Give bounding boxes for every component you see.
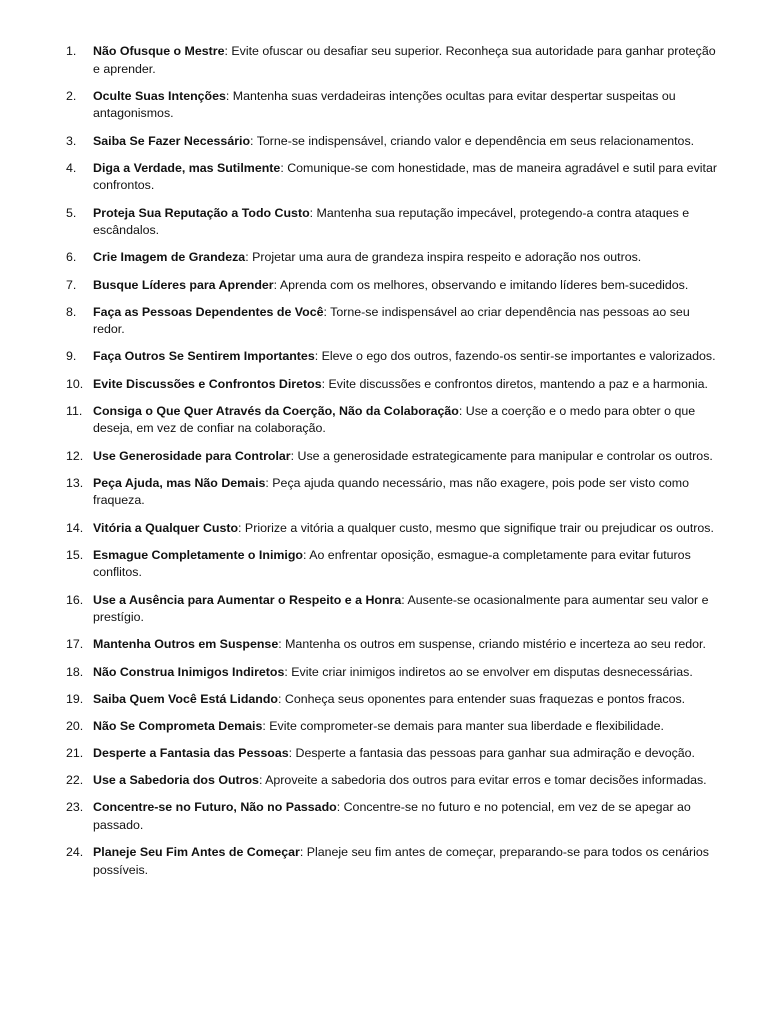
item-title: Vitória a Qualquer Custo	[93, 520, 239, 535]
rules-list	[0, 43, 768, 889]
item-number: 19.	[66, 691, 84, 706]
item-number: 24.	[66, 845, 84, 860]
item-description: : Torne-se indispensável, criando valor e dependência em seus relacionamentos.	[250, 133, 695, 148]
item-description: : Mantenha sua reputação impecável, protegendo-a contra ataques e escândalos.	[93, 205, 690, 238]
item-title: Faça as Pessoas Dependentes de Você	[93, 304, 324, 319]
item-title: Consiga o Que Quer Através da Coerção, Não da Colaboração	[93, 403, 459, 418]
item-description: : Projetar uma aura de grandeza inspira respeito e adoração nos outros.	[245, 250, 642, 265]
item-number: 17.	[66, 637, 84, 652]
item-description: : Eleve o ego dos outros, fazendo-os sentir-se importantes e valorizados.	[314, 349, 716, 364]
item-description: : Priorize a vitória a qualquer custo, mesmo que signifique trair ou prejudicar os outros.	[238, 520, 714, 535]
item-number: 13.	[66, 475, 84, 490]
list-item	[0, 160, 768, 195]
item-description: : Torne-se indispensável ao criar dependência nas pessoas ao seu redor.	[93, 304, 690, 337]
item-number: 14.	[66, 520, 84, 535]
item-description: : Evite discussões e confrontos diretos, mantendo a paz e a harmonia.	[321, 376, 709, 391]
item-description: : Evite comprometer-se demais para manter sua liberdade e flexibilidade.	[262, 718, 664, 733]
list-item	[0, 133, 768, 151]
item-title: Esmague Completamente o Inimigo	[93, 547, 303, 562]
item-title: Não Construa Inimigos Indiretos	[93, 664, 285, 679]
item-number: 10.	[66, 376, 84, 391]
list-item	[0, 592, 768, 627]
item-title: Não Ofusque o Mestre	[93, 44, 225, 58]
item-description: : Aprenda com os melhores, observando e imitando líderes bem-sucedidos.	[273, 277, 689, 292]
item-number: 4.	[66, 160, 77, 175]
item-number: 21.	[66, 746, 84, 761]
item-title: Saiba Se Fazer Necessário	[93, 133, 251, 148]
item-description: : Planeje seu fim antes de começar, preparando-se para todos os cenários possíveis.	[93, 845, 709, 877]
list-item	[0, 277, 768, 295]
item-title: Faça Outros Se Sentirem Importantes	[93, 349, 315, 364]
list-item	[0, 348, 768, 366]
item-description: : Comunique-se com honestidade, mas de maneira agradável e sutil para evitar confrontos.	[93, 160, 717, 193]
item-title: Evite Discussões e Confrontos Diretos	[93, 376, 322, 391]
item-number: 23.	[66, 800, 84, 815]
item-title: Desperte a Fantasia das Pessoas	[93, 746, 289, 761]
item-number: 20.	[66, 718, 84, 733]
item-description: : Evite criar inimigos indiretos ao se envolver em disputas desnecessárias.	[284, 664, 693, 679]
list-item	[0, 520, 768, 538]
list-item	[0, 844, 768, 879]
list-item	[0, 88, 768, 123]
list-item	[0, 448, 768, 466]
item-description: : Peça ajuda quando necessário, mas não exagere, pois pode ser visto como fraqueza.	[93, 475, 690, 508]
item-description: : Ausente-se ocasionalmente para aumentar seu valor e prestígio.	[93, 592, 709, 625]
item-description: : Use a coerção e o medo para obter o que deseja, em vez de confiar na colaboração.	[93, 403, 696, 436]
item-number: 5.	[66, 205, 77, 220]
item-title: Busque Líderes para Aprender	[93, 277, 274, 292]
item-title: Concentre-se no Futuro, Não no Passado	[93, 800, 337, 815]
item-number: 12.	[66, 448, 84, 463]
item-title: Peça Ajuda, mas Não Demais	[93, 475, 266, 490]
item-number: 8.	[66, 304, 77, 319]
list-item	[0, 691, 768, 709]
item-description: : Aproveite a sabedoria dos outros para evitar erros e tomar decisões informadas.	[258, 773, 707, 788]
list-item	[0, 376, 768, 394]
item-number: 18.	[66, 664, 84, 679]
item-description: : Mantenha suas verdadeiras intenções ocultas para evitar despertar suspeitas ou antagonismos.	[93, 88, 676, 121]
item-description: : Concentre-se no futuro e no potencial, em vez de se apegar ao passado.	[93, 800, 691, 833]
item-title: Oculte Suas Intenções	[93, 88, 226, 103]
list-item	[0, 547, 768, 582]
item-title: Saiba Quem Você Está Lidando	[93, 691, 278, 706]
item-description: : Ao enfrentar oposição, esmague-a completamente para evitar futuros conflitos.	[93, 547, 691, 580]
item-number: 11.	[66, 403, 83, 418]
item-title: Mantenha Outros em Suspense	[93, 637, 279, 652]
item-number: 15.	[66, 547, 84, 562]
item-description: : Desperte a fantasia das pessoas para ganhar sua admiração e devoção.	[288, 746, 696, 761]
item-description: : Use a generosidade estrategicamente para manipular e controlar os outros.	[290, 448, 713, 463]
list-item	[0, 403, 768, 438]
list-item	[0, 664, 768, 682]
list-item	[0, 636, 768, 654]
list-item	[0, 304, 768, 339]
list-item	[0, 249, 768, 267]
list-item	[0, 799, 768, 834]
list-item	[0, 745, 768, 763]
item-title: Use a Ausência para Aumentar o Respeito e a Honra	[93, 592, 402, 607]
item-number: 1.	[66, 44, 77, 58]
item-number: 16.	[66, 592, 84, 607]
list-item	[0, 205, 768, 240]
item-description: : Mantenha os outros em suspense, criando mistério e incerteza ao seu redor.	[278, 637, 706, 652]
item-number: 3.	[66, 133, 77, 148]
item-title: Diga a Verdade, mas Sutilmente	[93, 160, 281, 175]
item-description: : Evite ofuscar ou desafiar seu superior. Reconheça sua autoridade para ganhar proteção e aprender.	[93, 44, 716, 76]
list-item	[0, 475, 768, 510]
item-number: 6.	[66, 250, 77, 265]
item-title: Use a Sabedoria dos Outros	[93, 773, 259, 788]
item-description: : Conheça seus oponentes para entender suas fraquezas e pontos fracos.	[278, 691, 686, 706]
item-title: Não Se Comprometa Demais	[93, 718, 263, 733]
list-item	[0, 718, 768, 736]
item-number: 9.	[66, 349, 77, 364]
item-number: 2.	[66, 88, 77, 103]
list-item	[0, 43, 768, 78]
item-title: Crie Imagem de Grandeza	[93, 250, 246, 265]
item-title: Use Generosidade para Controlar	[93, 448, 291, 463]
item-number: 22.	[66, 773, 84, 788]
item-title: Proteja Sua Reputação a Todo Custo	[93, 205, 310, 220]
list-item	[0, 772, 768, 790]
item-number: 7.	[66, 277, 77, 292]
item-title: Planeje Seu Fim Antes de Começar	[93, 845, 300, 860]
